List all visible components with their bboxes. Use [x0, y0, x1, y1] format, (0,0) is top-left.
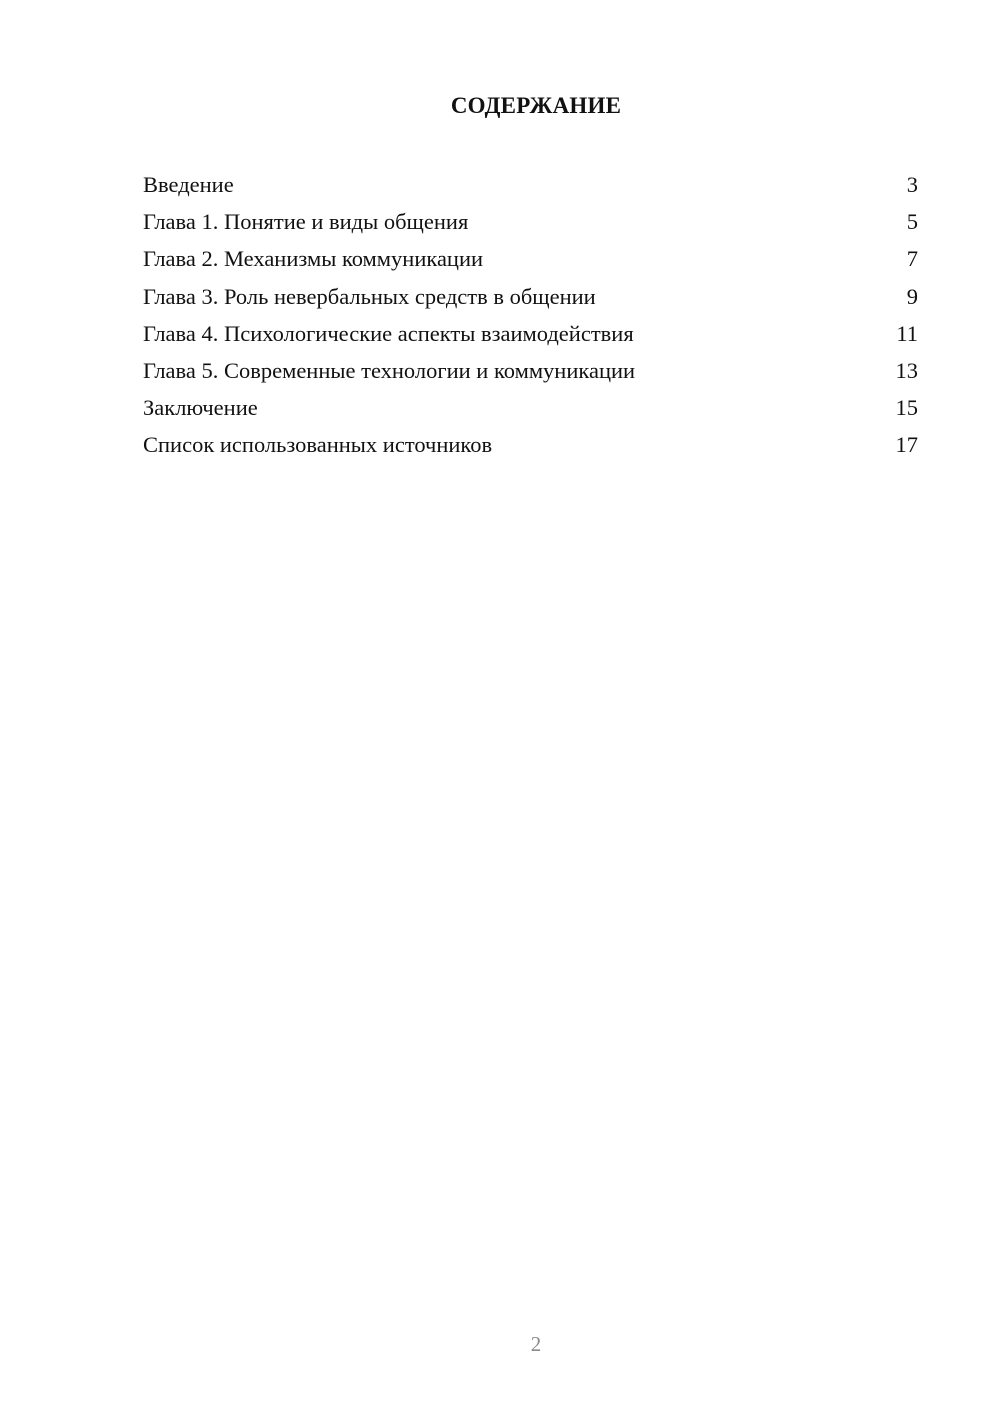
table-of-contents	[143, 168, 918, 466]
toc-item-introduction[interactable]	[143, 168, 918, 205]
toc-item-chapter-3[interactable]	[143, 280, 918, 317]
toc-item-label: Глава 3. Роль невербальных средств в общении	[143, 283, 596, 309]
toc-item-label: Глава 1. Понятие и виды общения	[143, 209, 469, 235]
toc-item-chapter-2[interactable]	[143, 242, 918, 279]
toc-item-label: Заключение	[143, 395, 258, 421]
toc-item-label: Введение	[143, 172, 234, 197]
toc-item-chapter-4[interactable]	[143, 317, 918, 354]
toc-item-label: Глава 5. Современные технологии и коммуникации	[143, 357, 636, 383]
toc-item-chapter-1[interactable]	[143, 205, 918, 242]
toc-item-label: Глава 4. Психологические аспекты взаимодействия	[143, 320, 634, 346]
toc-item-page-number: 5	[906, 209, 918, 235]
toc-item-references[interactable]	[143, 428, 918, 465]
page-number: 2	[530, 1332, 542, 1356]
toc-item-chapter-5[interactable]	[143, 354, 918, 391]
toc-item-page-number: 15	[895, 395, 918, 421]
toc-item-page-number: 11	[896, 320, 918, 346]
toc-item-label: Глава 2. Механизмы коммуникации	[143, 246, 484, 272]
toc-item-label: Список использованных источников	[143, 432, 493, 458]
toc-title: СОДЕРЖАНИЕ	[450, 93, 622, 118]
toc-item-page-number: 9	[906, 283, 918, 309]
toc-item-page-number: 17	[895, 432, 918, 458]
toc-item-page-number: 7	[906, 246, 918, 272]
toc-item-page-number: 13	[895, 357, 918, 383]
toc-item-page-number: 3	[906, 172, 918, 197]
toc-item-conclusion[interactable]	[143, 391, 918, 428]
